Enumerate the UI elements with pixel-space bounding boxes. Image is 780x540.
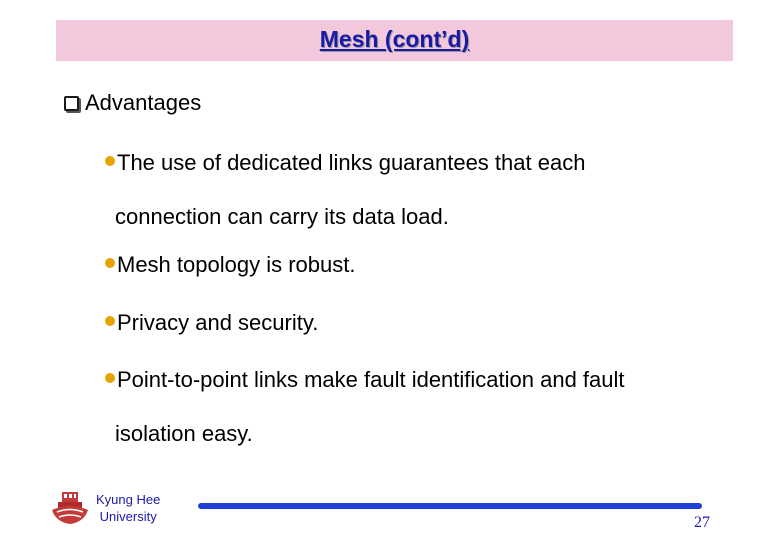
bullet-item: [105, 238, 745, 292]
bullet-text: The use of dedicated links guarantees that each: [117, 150, 586, 175]
bullet-item: [105, 296, 745, 350]
slide-title: Mesh (cont’d): [319, 26, 470, 52]
dot-bullet-icon: [105, 373, 115, 383]
bullet-text-continued: isolation easy.: [115, 421, 253, 446]
bullet-text: Point-to-point links make fault identification and fault: [117, 367, 625, 392]
dot-bullet-icon: [105, 156, 115, 166]
footer-divider: [198, 503, 702, 509]
dot-bullet-icon: [105, 258, 115, 268]
bullet-text-continued: connection can carry its data load.: [115, 204, 449, 229]
university-seal-logo: [48, 490, 92, 526]
title-band: [56, 20, 733, 61]
university-name: [96, 491, 160, 525]
bullet-text: Privacy and security.: [117, 310, 319, 335]
university-name-line2: University: [99, 509, 157, 524]
bullet-text: Mesh topology is robust.: [117, 252, 356, 277]
section-heading: [64, 90, 201, 116]
bullet-item: [105, 136, 745, 244]
dot-bullet-icon: [105, 316, 115, 326]
page-number: 27: [694, 514, 710, 531]
bullet-item: [105, 353, 745, 461]
checkbox-bullet-icon: [64, 96, 79, 111]
section-heading-label: Advantages: [85, 90, 202, 115]
university-name-line1: Kyung Hee: [96, 492, 161, 507]
